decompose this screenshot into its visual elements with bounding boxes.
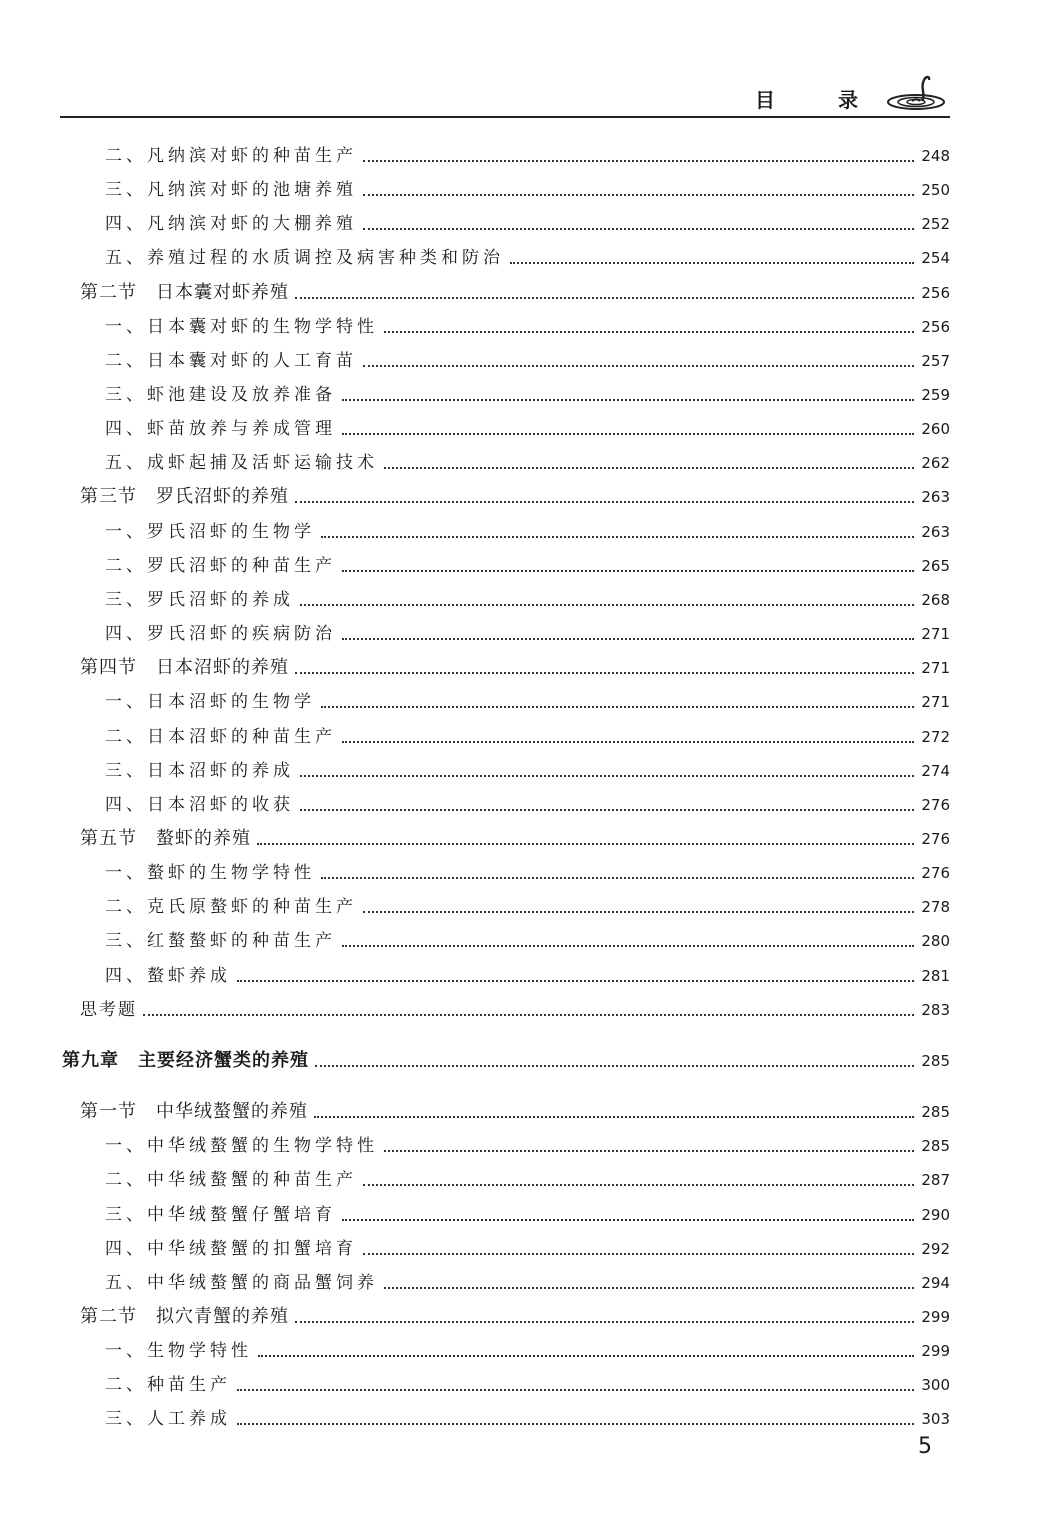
toc-entry-page: 287 [921,1171,950,1189]
toc-entry-section [80,482,950,512]
toc-entry-page: 263 [921,488,950,506]
toc-leader-dots [363,160,914,162]
toc-leader-dots [342,1219,914,1221]
toc-entry-page: 299 [921,1308,950,1326]
toc-entry-page: 280 [921,932,950,950]
toc-entry-item [105,926,950,956]
toc-leader-dots [321,706,914,708]
toc-leader-dots [342,433,914,435]
toc-entry-label: 三、凡纳滨对虾的池塘养殖 [105,180,357,200]
toc-leader-dots [237,1389,914,1391]
toc-entry-label: 三、红螯螯虾的种苗生产 [105,931,336,951]
toc-leader-dots [258,1355,914,1357]
toc-entry-item [105,585,950,615]
toc-entry-page: 274 [921,762,950,780]
toc-leader-dots [315,1065,914,1067]
toc-leader-dots [363,1253,914,1255]
toc-entry-page: 285 [921,1137,950,1155]
toc-entry-label: 四、罗氏沼虾的疾病防治 [105,624,336,644]
toc-entry-label: 第二节 日本囊对虾养殖 [80,282,289,303]
toc-entry-item [105,1404,950,1434]
toc-entry-page: 265 [921,557,950,575]
toc-entry-label: 三、日本沼虾的养成 [105,761,294,781]
toc-entry-page: 257 [921,352,950,370]
toc-entry-label: 一、生物学特性 [105,1341,252,1361]
toc-entry-page: 271 [921,693,950,711]
toc-entry-item [105,380,950,410]
toc-entry-label: 三、中华绒螯蟹仔蟹培育 [105,1205,336,1225]
toc-leader-dots [295,297,914,299]
toc-entry-label: 三、人工养成 [105,1409,231,1429]
toc-entry-label: 三、罗氏沼虾的养成 [105,590,294,610]
toc-entry-page: 303 [921,1410,950,1428]
toc-entry-label: 五、中华绒螯蟹的商品蟹饲养 [105,1273,378,1293]
toc-leader-dots [363,228,914,230]
toc-entry-label: 二、中华绒螯蟹的种苗生产 [105,1170,357,1190]
toc-entry-page: 290 [921,1206,950,1224]
toc-entry-page: 259 [921,386,950,404]
toc-entry-label: 二、罗氏沼虾的种苗生产 [105,556,336,576]
toc-leader-dots [363,911,914,913]
toc-leader-dots [321,877,914,879]
toc-entry-page: 272 [921,728,950,746]
toc-entry-section [80,278,950,308]
toc-leader-dots [363,365,914,367]
toc-entry-item [105,722,950,752]
toc-entry-label: 一、日本沼虾的生物学 [105,692,315,712]
toc-leader-dots [295,1321,914,1323]
toc-entry-label: 四、螯虾养成 [105,966,231,986]
toc-leader-dots [342,741,914,743]
toc-entry-page: 271 [921,625,950,643]
toc-entry-label: 第二节 拟穴青蟹的养殖 [80,1306,289,1327]
toc-entry-item [105,790,950,820]
toc-entry-section [80,824,950,854]
toc-entry-section [80,1097,950,1127]
toc-entry-page: 285 [921,1052,950,1070]
toc-entry-label: 二、种苗生产 [105,1375,231,1395]
toc-leader-dots [342,399,914,401]
toc-entry-label: 一、螯虾的生物学特性 [105,863,315,883]
toc-entry-item [105,346,950,376]
toc-entry-page: 262 [921,454,950,472]
toc-entry-page: 285 [921,1103,950,1121]
toc-entry-page: 299 [921,1342,950,1360]
toc-entry-page: 254 [921,249,950,267]
toc-entry-page: 276 [921,830,950,848]
toc-leader-dots [257,843,914,845]
toc-entry-item [105,1268,950,1298]
toc-entry-page: 278 [921,898,950,916]
toc-entry-item [105,858,950,888]
toc-entry-label: 四、日本沼虾的收获 [105,795,294,815]
toc-entry-label: 第九章 主要经济蟹类的养殖 [62,1050,309,1071]
toc-leader-dots [342,638,914,640]
toc-leader-dots [321,536,914,538]
toc-entry-section [80,653,950,683]
toc-entry-page: 283 [921,1001,950,1019]
toc-entry-label: 四、中华绒螯蟹的扣蟹培育 [105,1239,357,1259]
toc-entry-item [105,756,950,786]
toc-leader-dots [300,809,914,811]
toc-leader-dots [384,1287,914,1289]
toc-entry-section [80,1302,950,1332]
toc-leader-dots [363,194,914,196]
toc-leader-dots [300,604,914,606]
toc-entry-label: 二、克氏原螯虾的种苗生产 [105,897,357,917]
toc-entry-page: 252 [921,215,950,233]
toc-entry-label: 第五节 螯虾的养殖 [80,828,251,849]
toc-leader-dots [384,331,914,333]
toc-entry-page: 271 [921,659,950,677]
toc-entry-label: 二、日本沼虾的种苗生产 [105,727,336,747]
toc-leader-dots [237,980,914,982]
toc-entry-item [105,1165,950,1195]
toc-entry-page: 260 [921,420,950,438]
toc-entry-label: 二、日本囊对虾的人工育苗 [105,351,357,371]
toc-entry-item [105,448,950,478]
toc-entry-label: 一、日本囊对虾的生物学特性 [105,317,378,337]
toc-leader-dots [295,672,914,674]
toc-entry-page: 248 [921,147,950,165]
toc-leader-dots [342,945,914,947]
toc-entry-label: 三、虾池建设及放养准备 [105,385,336,405]
toc-entry-label: 第一节 中华绒螯蟹的养殖 [80,1101,308,1122]
toc-entry-item [105,517,950,547]
toc-entry-page: 281 [921,967,950,985]
toc-entry-item [105,312,950,342]
toc-leader-dots [314,1116,914,1118]
toc-entry-page: 292 [921,1240,950,1258]
toc-entry-item [105,243,950,273]
toc-entry-item [105,1200,950,1230]
toc-leader-dots [384,1150,914,1152]
toc-entry-page: 250 [921,181,950,199]
toc-leader-dots [237,1423,914,1425]
toc-leader-dots [510,262,914,264]
toc-entry-label: 四、凡纳滨对虾的大棚养殖 [105,214,357,234]
toc-entry-label: 五、成虾起捕及活虾运输技术 [105,453,378,473]
toc-entry-item [105,1131,950,1161]
toc-entry-item [105,1370,950,1400]
toc-entry-item [105,1336,950,1366]
toc-entry-label: 一、中华绒螯蟹的生物学特性 [105,1136,378,1156]
header-title: 目 录 [755,88,886,112]
toc-entry-misc [80,995,950,1025]
toc-entry-page: 300 [921,1376,950,1394]
page-number: 5 [918,1434,932,1459]
toc-entry-page: 256 [921,318,950,336]
toc-entry-item [105,414,950,444]
toc-entry-label: 第三节 罗氏沼虾的养殖 [80,486,289,507]
toc-leader-dots [363,1184,914,1186]
toc-entry-item [105,961,950,991]
toc-entry-page: 276 [921,864,950,882]
toc-entry-item [105,551,950,581]
toc-entry-item [105,209,950,239]
toc-entry-page: 294 [921,1274,950,1292]
toc-entry-item [105,892,950,922]
toc-entry-page: 276 [921,796,950,814]
toc-entry-item [105,619,950,649]
toc-entry-label: 一、罗氏沼虾的生物学 [105,522,315,542]
toc-entry-label: 第四节 日本沼虾的养殖 [80,657,289,678]
toc-leader-dots [342,570,914,572]
toc-leader-dots [143,1014,914,1016]
toc-entry-page: 263 [921,523,950,541]
toc-leader-dots [300,775,914,777]
toc-entry-label: 二、凡纳滨对虾的种苗生产 [105,146,357,166]
toc-entry-label: 思考题 [80,1000,137,1020]
toc-entry-item [105,1234,950,1264]
toc-entry-item [105,175,950,205]
toc-leader-dots [295,501,914,503]
toc-entry-label: 四、虾苗放养与养成管理 [105,419,336,439]
toc-entry-chapter [62,1046,950,1076]
toc-entry-item [105,687,950,717]
toc-leader-dots [384,467,914,469]
toc-entry-item [105,141,950,171]
toc-entry-page: 268 [921,591,950,609]
toc-entry-page: 256 [921,284,950,302]
toc-entry-label: 五、养殖过程的水质调控及病害种类和防治 [105,248,504,268]
